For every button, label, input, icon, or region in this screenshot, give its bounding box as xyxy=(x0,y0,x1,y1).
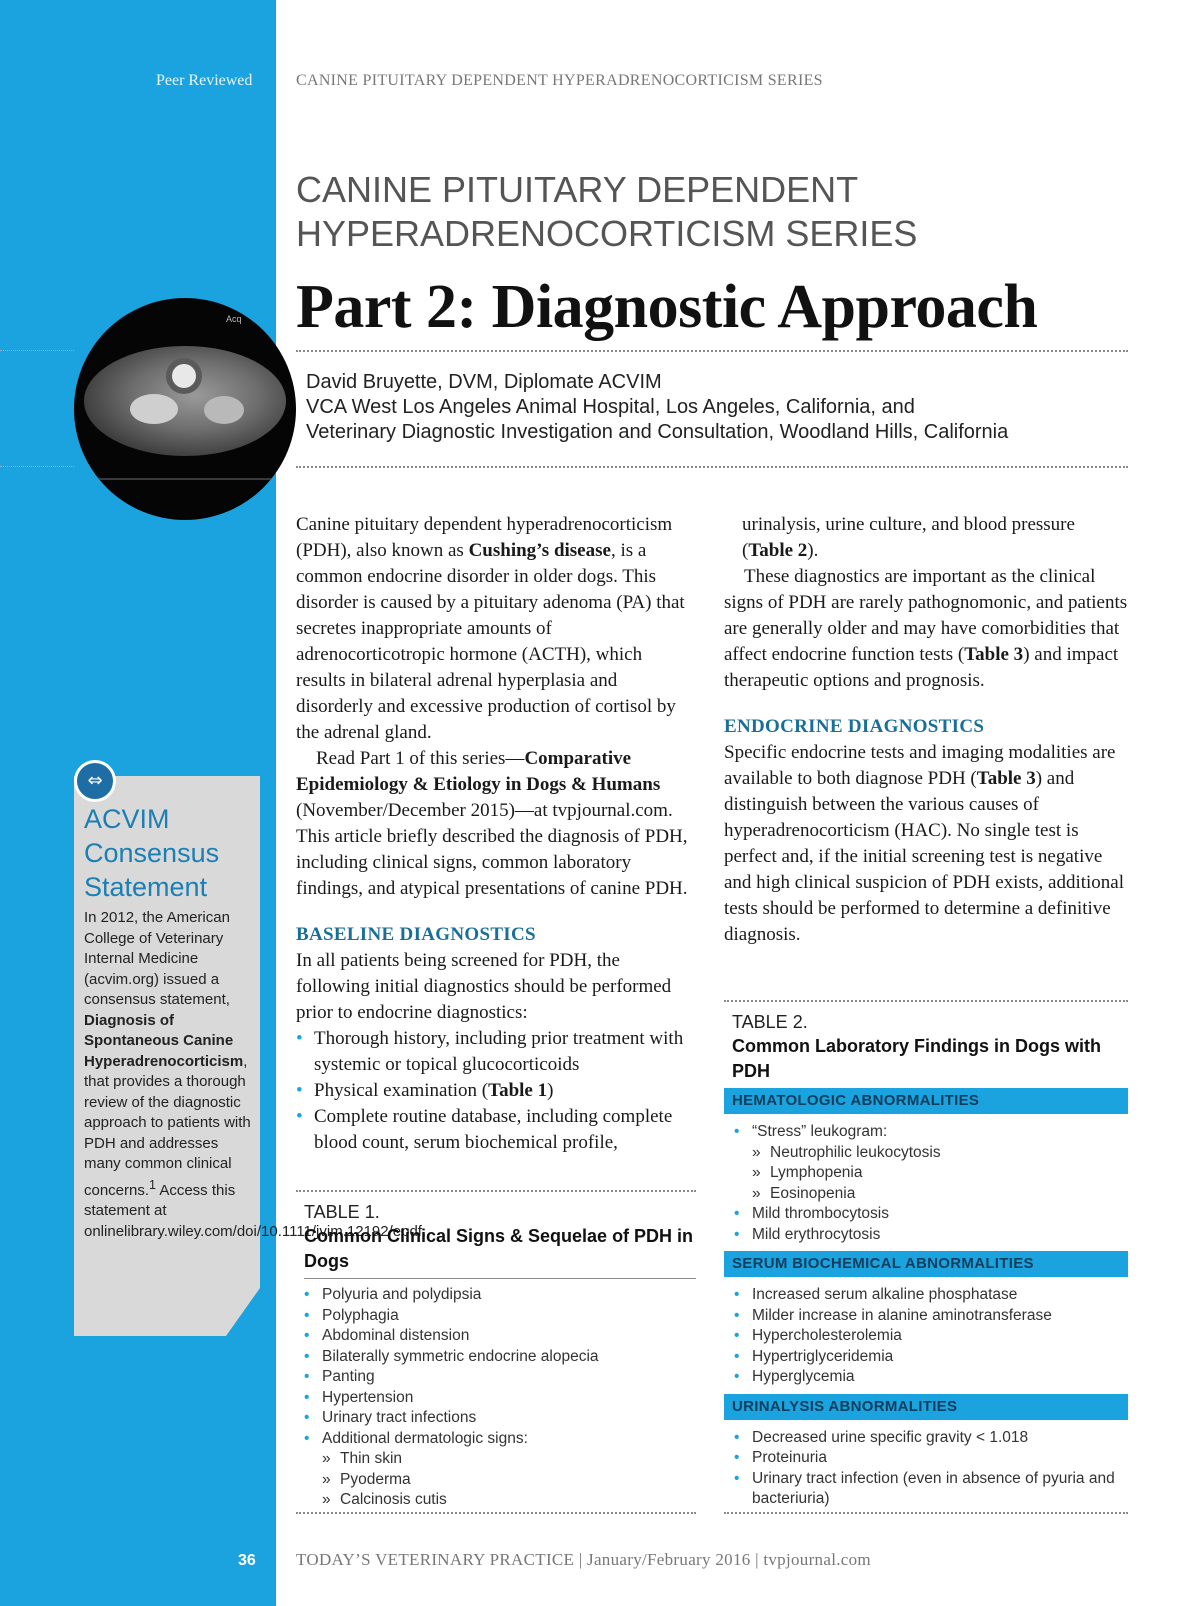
hematologic-list xyxy=(724,1114,1128,1251)
list-item: • Bilaterally symmetric endocrine alopecia xyxy=(304,1347,696,1368)
table1-bottom-rule xyxy=(296,1512,696,1514)
list-subitem: » Calcinosis cutis xyxy=(304,1490,696,1511)
footnote-ref: 1 xyxy=(149,1177,156,1192)
acvim-title: ACVIM Consensus Statement xyxy=(84,804,220,902)
list-item: • Proteinuria xyxy=(734,1448,1128,1469)
peer-reviewed-label: Peer Reviewed xyxy=(156,72,253,89)
sidebar-rule-top xyxy=(0,350,74,351)
table1-top-rule xyxy=(296,1190,696,1192)
list-item: • Hypertension xyxy=(304,1388,696,1409)
cushings-term: Cushing’s disease xyxy=(468,540,611,561)
table-2 xyxy=(724,1010,1128,1510)
ct-body-outline xyxy=(84,346,286,456)
table2-section-urinalysis: URINALYSIS ABNORMALITIES xyxy=(724,1394,1128,1420)
ct-spine xyxy=(172,364,196,388)
list-subitem: » Eosinopenia xyxy=(734,1184,1128,1205)
endocrine-paragraph: Specific endocrine tests and imaging modalities are available to both diagnose PDH (Table 3) and distinguish between the various causes of hyperadrenocorticism (HAC). No single test is perfect and, if the initial screening test is negative and high clinical suspicion of PDH exists, additional tests should be performed to determine a definitive diagnosis. xyxy=(724,742,1125,945)
section-heading-endocrine: ENDOCRINE DIAGNOSTICS xyxy=(724,716,985,737)
table2-caption: Common Laboratory Findings in Dogs with PDH xyxy=(732,1036,1101,1081)
list-item: • Panting xyxy=(304,1367,696,1388)
list-item: • Physical examination (Table 1) xyxy=(296,1078,696,1104)
table1-caption-rule xyxy=(304,1278,696,1279)
section-heading-baseline: BASELINE DIAGNOSTICS xyxy=(296,924,536,945)
baseline-list xyxy=(296,1026,696,1156)
biochemical-list xyxy=(724,1277,1128,1394)
series-title-line1: CANINE PITUITARY DEPENDENT xyxy=(296,169,859,210)
table1-caption: Common Clinical Signs & Sequelae of PDH in Dogs xyxy=(304,1226,694,1271)
diagnostics-paragraph: These diagnostics are important as the clinical signs of PDH are rarely pathognomonic, and patients are generally older and may have comorbidities that affect endocrine function tests (Table 3) and impact therapeutic options and prognosis. xyxy=(724,566,1128,691)
box-corner-cut xyxy=(226,1288,260,1336)
column-2 xyxy=(724,512,1128,948)
table1-name: TABLE 1. xyxy=(304,1202,380,1222)
list-item: • Additional dermatologic signs: xyxy=(304,1429,696,1450)
acvim-text: In 2012, the American College of Veterinary Internal Medicine (acvim.org) issued a consensus statement, Diagnosis of Spontaneous Canine Hyperadrenocorticism, that provides a thorough review of the diagnostic approach to patients with PDH and addresses many common clinical concerns.$^1$ Access this statement at onlinelibrary.wiley.com/doi/10.1111/jvim.12192/epdf. xyxy=(84,909,427,1240)
part1-title: Comparative Epidemiology & Etiology in Dogs & Humans xyxy=(296,748,661,795)
consensus-title: Diagnosis of Spontaneous Canine Hyperadrenocorticism xyxy=(84,1011,244,1070)
table2-top-rule xyxy=(724,1000,1128,1002)
list-item: • Mild thrombocytosis xyxy=(734,1204,1128,1225)
list-subitem: » Thin skin xyxy=(304,1449,696,1470)
list-item: • Complete routine database, including complete blood count, serum biochemical profile, xyxy=(296,1104,696,1156)
list-subitem: » Pyoderma xyxy=(304,1470,696,1491)
title-divider xyxy=(296,350,1128,352)
article-title: Part 2: Diagnostic Approach xyxy=(296,273,1038,341)
list-item: • Mild erythrocytosis xyxy=(734,1225,1128,1246)
author-divider xyxy=(296,466,1128,468)
urinalysis-list xyxy=(724,1420,1128,1510)
list-item: • Polyphagia xyxy=(304,1306,696,1327)
ct-corner-label: Acq xyxy=(226,314,242,324)
list-item: • “Stress” leukogram: xyxy=(734,1122,1128,1143)
author-affiliation-1: VCA West Los Angeles Animal Hospital, Los Angeles, California, and xyxy=(306,396,915,418)
ct-organ-left xyxy=(130,394,178,424)
link-arrows-icon: ⇔ xyxy=(74,760,116,802)
list-item: • Abdominal distension xyxy=(304,1326,696,1347)
list-item: • Milder increase in alanine aminotransferase xyxy=(734,1306,1128,1327)
table1-list xyxy=(304,1285,696,1511)
table2-section-biochemical: SERUM BIOCHEMICAL ABNORMALITIES xyxy=(724,1251,1128,1277)
table-1 xyxy=(304,1200,696,1511)
list-subitem: » Neutrophilic leukocytosis xyxy=(734,1143,1128,1164)
intro-paragraph: Canine pituitary dependent hyperadrenocorticism (PDH), also known as Cushing’s disease, is a common endocrine disorder in older dogs. This disorder is caused by a pituitary adenoma (PA) that secretes inappropriate amounts of adrenocorticotropic hormone (ACTH), which results in bilateral adrenal hyperplasia and disorderly and excessive production of cortisol by the adrenal gland. xyxy=(296,514,685,743)
table2-section-hematologic: HEMATOLOGIC ABNORMALITIES xyxy=(724,1088,1128,1114)
list-item: • Increased serum alkaline phosphatase xyxy=(734,1285,1128,1306)
series-title xyxy=(296,168,1176,256)
list-item: • Polyuria and polydipsia xyxy=(304,1285,696,1306)
list-item: • Urinary tract infection (even in absence of pyuria and bacteriuria) xyxy=(734,1469,1128,1510)
list-item: • Urinary tract infections xyxy=(304,1408,696,1429)
ct-table-line xyxy=(74,478,296,480)
author-name: David Bruyette, DVM, Diplomate ACVIM xyxy=(306,371,662,393)
list-subitem: » Lymphopenia xyxy=(734,1163,1128,1184)
part1-paragraph: Read Part 1 of this series—Comparative Epidemiology & Etiology in Dogs & Humans (November/December 2015)—at tvpjournal.com. This article briefly described the diagnosis of PDH, including clinical signs, common laboratory findings, and atypical presentations of canine PDH. xyxy=(296,748,688,899)
list-item: • Hyperglycemia xyxy=(734,1367,1128,1388)
list-item: • Decreased urine specific gravity < 1.018 xyxy=(734,1428,1128,1449)
ct-scan-image xyxy=(74,298,296,520)
list-item: • Hypercholesterolemia xyxy=(734,1326,1128,1347)
table2-bottom-rule xyxy=(724,1512,1128,1514)
baseline-paragraph: In all patients being screened for PDH, the following initial diagnostics should be performed prior to endocrine diagnostics: xyxy=(296,950,672,1023)
running-head: CANINE PITUITARY DEPENDENT HYPERADRENOCORTICISM SERIES xyxy=(296,72,823,89)
list-item: • Thorough history, including prior treatment with systemic or topical glucocorticoids xyxy=(296,1026,696,1078)
author-block xyxy=(306,370,1186,445)
list-item: • Hypertriglyceridemia xyxy=(734,1347,1128,1368)
sidebar-rule-bottom xyxy=(0,466,74,467)
page-number: 36 xyxy=(238,1552,256,1569)
series-title-line2: HYPERADRENOCORTICISM SERIES xyxy=(296,213,918,254)
footer-text: TODAY’S VETERINARY PRACTICE | January/February 2016 | tvpjournal.com xyxy=(296,1550,871,1569)
author-affiliation-2: Veterinary Diagnostic Investigation and Consultation, Woodland Hills, California xyxy=(306,421,1009,443)
ct-organ-right xyxy=(204,396,244,424)
continued-paragraph: urinalysis, urine culture, and blood pressure (Table 2). xyxy=(742,514,1075,561)
table2-name: TABLE 2. xyxy=(732,1012,808,1032)
column-1 xyxy=(296,512,696,1156)
